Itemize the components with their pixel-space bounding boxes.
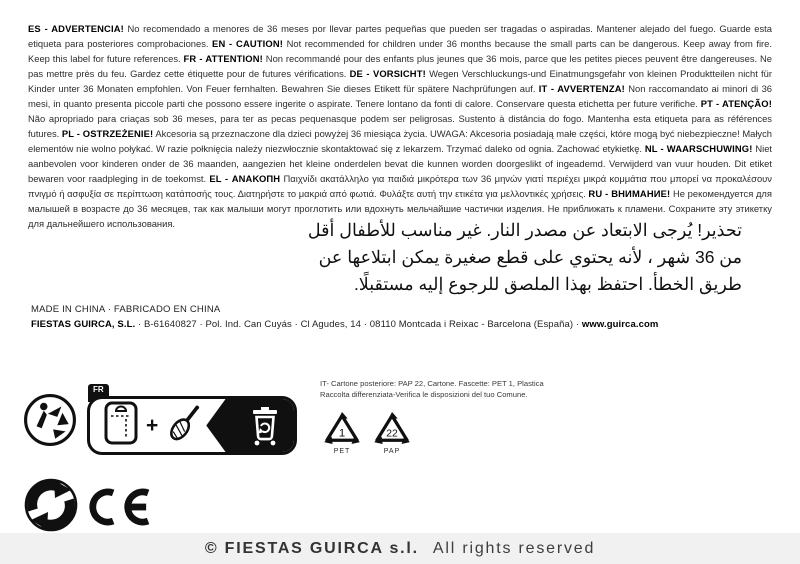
- blister-pack-icon: [104, 401, 138, 450]
- warning-text-it: Non raccomandato ai minori di 36 mesi, in quanto presenta piccole parti che possono essere ingerite o aspirate. Tenere lontano da fonti di calore. Conservare questa etichetta per future verifiche.: [28, 83, 772, 109]
- warning-label-pl: PL - OSTRZEŻENIE!: [61, 128, 154, 139]
- warning-text-ru: Не рекомендуется для малышей в возрасте до 36 месяцев, так как малыши могут проглотить или вдохнуть мельчайшие частички изделия. Не приближать к пламени. Сохраните эту этикетку для дальнейшего использования.: [28, 188, 772, 229]
- company-website: www.guirca.com: [581, 319, 659, 330]
- company-address-line: [31, 319, 658, 330]
- sorting-signage-panel: [87, 396, 297, 455]
- warning-text-el: Παιχνίδι ακατάλληλο για παιδιά μικρότερα των 36 μηνών γιατί περιέχει μικρά κομμάτια που μπορεί να προκαλέσουν πνιγμό ή ασφυξία σε περίπτωση κατάποσής τους. Διατηρήστε το μακριά από φωτιά. Φυλάξτε αυτή την ετικέτα για μελλοντικές χρήσεις.: [28, 173, 772, 199]
- rights-text: All rights reserved: [432, 539, 596, 557]
- warning-text-fr: Non recommandé pour des enfants plus jeunes que 36 mois, parce que les petites pieces peuvent être dangereuses. Ne pas mettre près du feu. Gardez cette étiquette pour de futures vérifications.: [28, 53, 772, 79]
- arabic-line: طريق الخطأ. احتفظ بهذا الملصق للرجوع إليه مستقبلًا.: [353, 274, 742, 294]
- recycle-symbols: [321, 411, 413, 455]
- warning-label-de: DE - VORSICHT!: [349, 68, 426, 79]
- arabic-line: من 36 شهر ، لأنه يحتوي على قطع صغيرة يمكن ابتلاعها عن: [318, 247, 742, 267]
- warning-text-nl: Niet aanbevolen voor kinderen onder de 36 maanden, aangezien het kleine onderdelen bevat die kunnen worden doorgeslikt of ingeademd. Verwijderd van vuur houden. Dit etiket bewaren voor raadpleging in de toekomst.: [28, 143, 773, 184]
- warning-label-el: EL - ΑΝΑΚΟΠΗ: [209, 173, 281, 184]
- warning-label-es: ES - ADVERTENCIA!: [28, 23, 124, 34]
- triman-recycling-icon: [23, 393, 77, 452]
- plus-sign: +: [146, 413, 159, 437]
- company-name: FIESTAS GUIRCA, S.L.: [31, 319, 136, 330]
- warning-label-pt: PT - ATENÇÃO!: [700, 98, 772, 109]
- waste-bin-icon: [250, 406, 280, 446]
- sorting-note-line1: IT- Cartone posteriore: PAP 22, Cartone. Fascette: PET 1, Plastica: [320, 379, 544, 388]
- recycle-triangle-pap: [371, 411, 413, 455]
- bin-arrow-section: [206, 399, 294, 452]
- warning-text-es: No recomendado a menores de 36 meses por llevar partes pequeñas que pueden ser tragadas o aspiradas. Mantener alejado del fuego. Guarde esta etiqueta para posteriores comprobaciones.: [28, 23, 773, 49]
- sorting-note-line2: Raccolta differenziata-Verifica le disposizioni del tuo Comune.: [320, 389, 528, 399]
- warning-label-it: IT - AVVERTENZA!: [538, 83, 625, 94]
- svg-text:1: 1: [338, 427, 346, 440]
- recycle-triangle-pet: [321, 411, 363, 455]
- warning-text-de: Wegen Verschluckungs-und Einatmungsgefahr von kleinen Produktteilen nicht für Kinder unter 36 Monaten empfohlen. Von Feuer fernhalten. Bewahren Sie dieses Etikett für spätere Nachprüfungen auf.: [28, 68, 772, 94]
- warning-label-ru: RU - ВНИМАНИЕ!: [588, 188, 671, 199]
- recycle-material-label: PET: [333, 448, 351, 455]
- ce-mark-icon: [85, 486, 151, 533]
- copyright-text: © FIESTAS GUIRCA s.l.: [204, 539, 419, 557]
- warning-text-en: Not recommended for children under 36 months because the small parts can be dangerous. Keep away from fire. Keep this label for future references.: [28, 38, 772, 64]
- svg-text:22: 22: [386, 428, 398, 440]
- whisk-icon: [164, 400, 206, 451]
- multilingual-warning-text: [28, 21, 772, 231]
- warning-label-en: EN - CAUTION!: [212, 38, 284, 49]
- sorting-note: [320, 379, 544, 400]
- arabic-warning-text: [308, 217, 742, 298]
- arabic-line: تحذير! يُرجى الابتعاد عن مصدر النار. غير مناسب للأطفال أقل: [307, 220, 742, 240]
- recycle-material-label: PAP: [383, 448, 401, 455]
- made-in-line: MADE IN CHINA · FABRICADO EN CHINA: [31, 304, 221, 315]
- fr-tab-label: FR: [88, 384, 109, 402]
- copyright-footer: [0, 533, 800, 564]
- warning-text-pl: Akcesoria są przeznaczone dla dzieci powyżej 36 miesiąca życia. UWAGA: Akcesoria posiadają małe części, które mogą być niebezpieczne! Małych elementów nie wolno połykać. W razie połknięcia należy niezwłocznie skontaktować się z lekarzem. Trzymać daleko od ognia. Zachować etykietkę.: [28, 128, 773, 154]
- warning-label-fr: FR - ATTENTION!: [183, 53, 263, 64]
- company-details: · B-61640827 · Pol. Ind. Can Cuyás · Cl Agudes, 14 · 08110 Montcada i Reixac - Barcelona (España) ·: [135, 319, 582, 330]
- warning-label-nl: NL - WAARSCHUWING!: [644, 143, 753, 154]
- warning-text-pt: Não apropriado para criaças sob 36 meses, para ter as pecas pequenasque podem ser peligrosas. Sustento à distância do fogo. Mantenha esta etiqueta para as références futures.: [28, 113, 772, 139]
- green-dot-icon: [24, 478, 78, 537]
